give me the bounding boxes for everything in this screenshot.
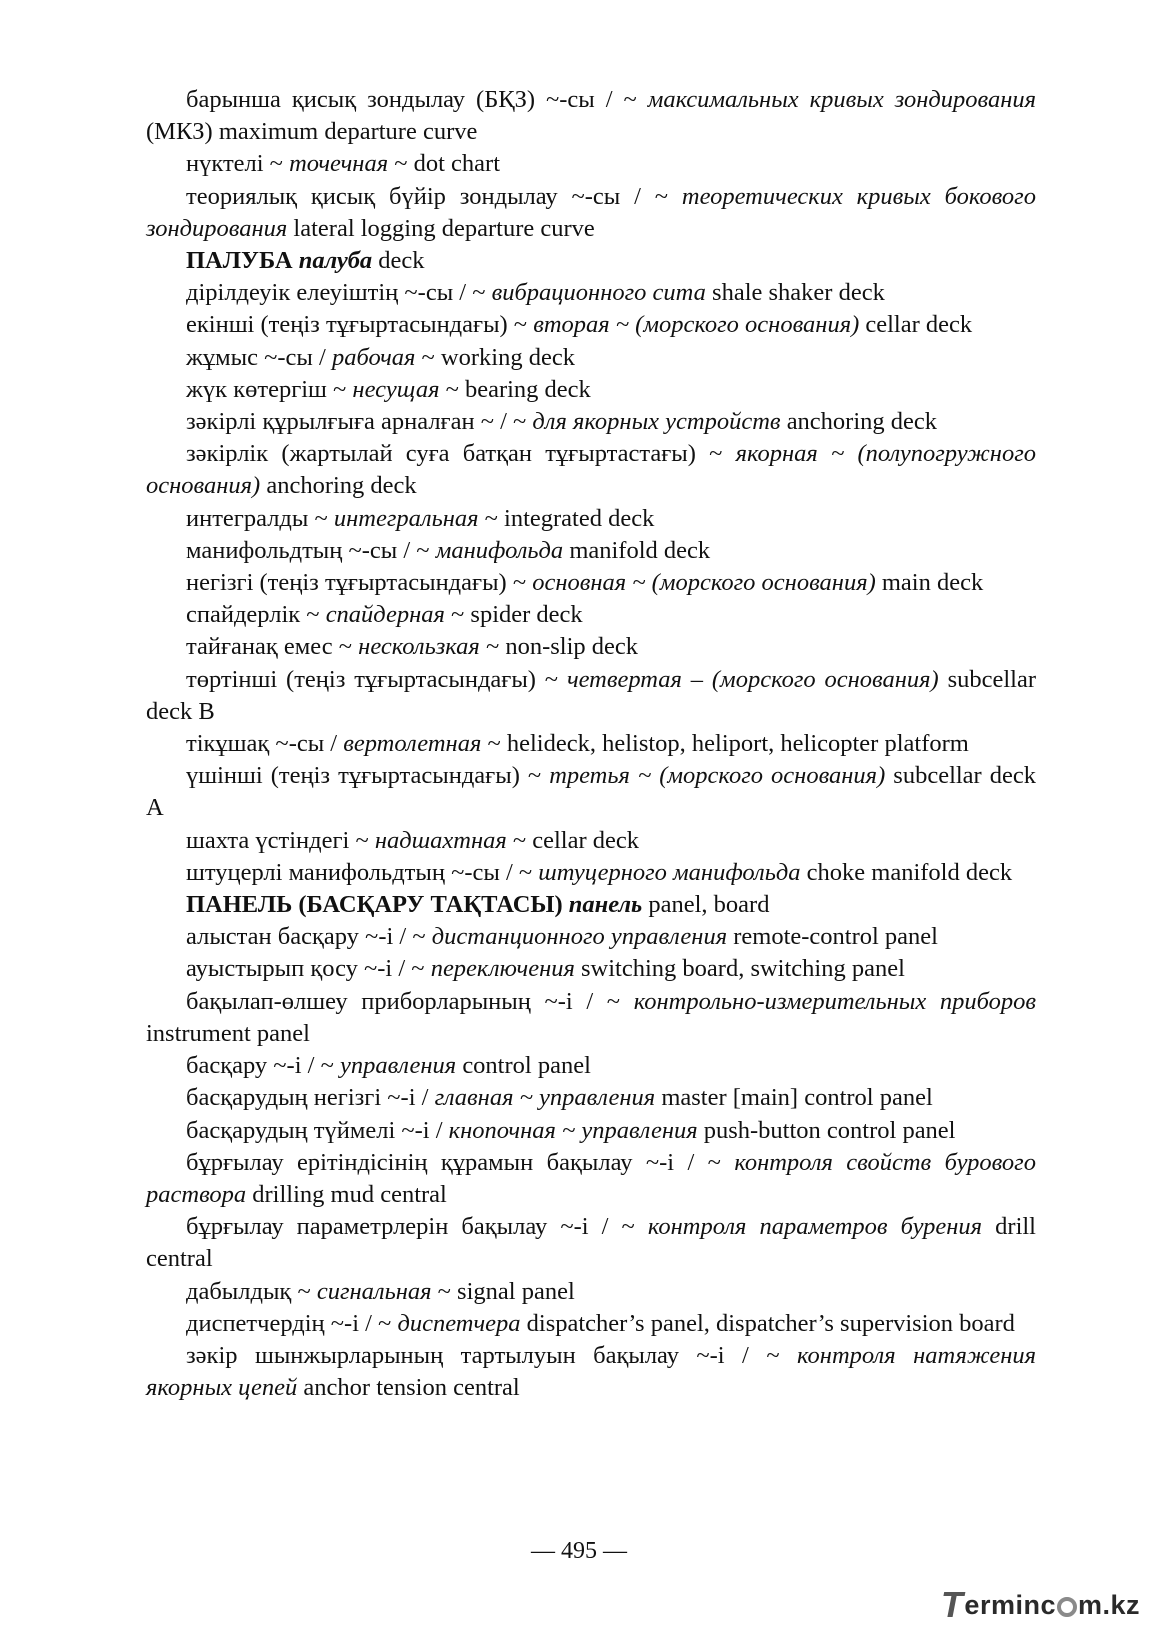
english-term: drill central [146,1213,1036,1273]
kazakh-term: штуцерлі манифольдтың ~-сы / ~ [186,858,539,886]
dictionary-entry [146,1211,1036,1275]
english-term: lateral logging departure curve [287,214,595,242]
dictionary-page [146,84,1036,1404]
russian-term: нескользкая [358,633,480,661]
headword-entry [146,245,1036,277]
russian-term: вертолетная [343,730,482,758]
dictionary-entry [146,953,1036,985]
russian-term: диспетчера [397,1309,521,1337]
kazakh-term: жүк көтергіш ~ [186,375,353,403]
dictionary-entry [146,986,1036,1050]
russian-term: вторая ~ (морского основания) [533,311,860,339]
kazakh-term: тайғанақ емес ~ [186,633,359,661]
headword-russian: панель [568,891,643,919]
english-term: choke manifold deck [800,858,1013,886]
watermark-initial: T [940,1584,964,1625]
english-term: cellar deck [859,311,973,339]
english-term: anchoring deck [780,408,938,436]
watermark-text-part2: m.kz [1077,1589,1140,1620]
english-term: ~ non-slip deck [479,633,638,661]
russian-term: надшахтная [374,826,507,854]
dictionary-entry [146,1147,1036,1211]
russian-term: кнопочная ~ управления [448,1116,698,1144]
dictionary-entry [146,438,1036,502]
kazakh-term: интегралды ~ [186,504,334,532]
dictionary-entry [146,406,1036,438]
kazakh-term: нүктелі ~ [186,150,290,178]
english-term: ~ signal panel [431,1277,575,1305]
dictionary-entry [146,148,1036,180]
dictionary-entry [146,631,1036,663]
dictionary-entry [146,84,1036,148]
kazakh-term: теориялық қисық бүйір зондылау ~-сы / ~ [186,182,682,210]
headword-kazakh: ПАНЕЛЬ (БАСҚАРУ ТАҚТАСЫ) [186,891,569,919]
dictionary-entry [146,760,1036,824]
watermark-ring-icon [1057,1597,1077,1617]
russian-term: теоретических кривых бокового зондирования [146,182,1036,242]
dictionary-entry [146,664,1036,728]
english-term: ~ cellar deck [506,826,640,854]
dictionary-entry [146,181,1036,245]
english-term: ~ helideck, helistop, heliport, helicopter platform [481,730,969,758]
dictionary-entry [146,1276,1036,1308]
russian-term: интегральная [333,504,479,532]
english-term: subcellar deck A [146,762,1037,822]
kazakh-term: басқару ~-і / ~ [186,1052,340,1080]
kazakh-term: екінші (теңіз тұғыртасындағы) ~ [186,311,534,339]
english-term: push-button control panel [697,1116,956,1144]
dictionary-entry [146,857,1036,889]
dictionary-entry [146,374,1036,406]
russian-term: четвертая – (морского основания) [566,665,939,693]
headword-kazakh: ПАЛУБА [186,247,299,275]
kazakh-term: спайдерлік ~ [186,601,326,629]
kazakh-term: шахта үстіндегі ~ [186,826,375,854]
russian-term: манифольда [435,536,564,564]
kazakh-term: диспетчердің ~-і / ~ [186,1309,398,1337]
dictionary-entry [146,1340,1036,1404]
english-term: instrument panel [146,1019,310,1047]
kazakh-term: жұмыс ~-сы / [186,343,332,371]
english-term: ~ bearing deck [439,375,591,403]
english-term: anchor tension central [297,1374,520,1402]
english-term: master [main] control panel [655,1084,933,1112]
russian-term: третья ~ (морского основания) [549,762,886,790]
english-term: (МКЗ) maximum departure curve [146,118,478,146]
dictionary-entry [146,728,1036,760]
english-term: remote-control panel [727,923,938,951]
dictionary-entry [146,1082,1036,1114]
dictionary-entry [146,277,1036,309]
kazakh-term: бұрғылау параметрлерін бақылау ~-і / ~ [186,1213,648,1241]
kazakh-term: тікұшақ ~-сы / [186,730,344,758]
english-term: deck [372,247,425,275]
dictionary-entry [146,825,1036,857]
dictionary-entry [146,1115,1036,1147]
english-term: shale shaker deck [705,279,885,307]
kazakh-term: бақылап-өлшеу приборларының ~-і / ~ [186,987,634,1015]
kazakh-term: дабылдық ~ [186,1277,317,1305]
watermark-text-part1: erminc [964,1589,1056,1620]
english-term: manifold deck [563,536,711,564]
english-term: main deck [875,569,984,597]
english-term: panel, board [642,891,770,919]
kazakh-term: төртінші (теңіз тұғыртасындағы) ~ [186,665,567,693]
headword-russian: палуба [298,247,373,275]
russian-term: точечная [289,150,389,178]
dictionary-entry [146,503,1036,535]
kazakh-term: манифольдтың ~-сы / ~ [186,536,436,564]
dictionary-entry [146,921,1036,953]
kazakh-term: зәкірлі құрылғыға арналған ~ / ~ [186,408,533,436]
english-term: ~ working deck [415,343,575,371]
kazakh-term: алыстан басқару ~-і / ~ [186,923,432,951]
kazakh-term: үшінші (теңіз тұғыртасындағы) ~ [186,762,550,790]
russian-term: вибрационного сита [491,279,706,307]
headword-entry [146,889,1036,921]
kazakh-term: бұрғылау ерітіндісінің құрамын бақылау ~-і / ~ [186,1148,735,1176]
english-term: dispatcher’s panel, dispatcher’s supervision board [520,1309,1015,1337]
page-number: — 495 — [531,1538,627,1564]
russian-term: контроля параметров бурения [647,1213,983,1241]
russian-term: дистанционного управления [431,923,728,951]
terminkom-watermark-logo [941,1585,1140,1625]
kazakh-term: зәкірлік (жартылай суға батқан тұғыртастағы) ~ [186,440,736,468]
russian-term: якорная ~ (полупогружного основания) [146,440,1036,500]
russian-term: управления [339,1052,457,1080]
dictionary-entry [146,535,1036,567]
russian-term: максимальных кривых зондирования [647,86,1036,113]
kazakh-term: ауыстырып қосу ~-і / ~ [186,955,431,983]
russian-term: контроля натяжения якорных цепей [146,1341,1036,1402]
dictionary-entry [146,1308,1036,1340]
english-term: drilling mud central [246,1180,447,1208]
kazakh-term: негізгі (теңіз тұғыртасындағы) ~ [186,569,533,597]
english-term: ~ spider deck [444,601,583,629]
russian-term: основная ~ (морского основания) [532,569,876,597]
dictionary-entry [146,342,1036,374]
english-term: switching board, switching panel [574,955,905,983]
kazakh-term: зәкір шынжырларының тартылуын бақылау ~-і / ~ [186,1341,798,1369]
russian-term: главная ~ управления [434,1084,656,1112]
dictionary-entry [146,567,1036,599]
russian-term: сигнальная [316,1277,432,1305]
dictionary-entry [146,599,1036,631]
kazakh-term: дірілдеуік елеуіштің ~-сы / ~ [186,279,492,307]
russian-term: переключения [430,955,575,983]
russian-term: для якорных устройств [532,408,781,436]
dictionary-entry [146,309,1036,341]
english-term: subcellar deck B [146,665,1037,725]
russian-term: спайдерная [325,601,445,629]
english-term: control panel [456,1052,591,1080]
english-term: ~ integrated deck [478,504,655,532]
russian-term: контроля свойств бурового раствора [146,1148,1036,1208]
russian-term: рабочая [331,343,416,371]
dictionary-entry [146,1050,1036,1082]
kazakh-term: барынша қисық зондылау (БҚЗ) ~-сы / ~ [186,86,648,113]
russian-term: контрольно-измерительных приборов [633,987,1037,1015]
kazakh-term: басқарудың түймелі ~-і / [186,1116,449,1144]
english-term: ~ dot chart [388,150,500,178]
kazakh-term: басқарудың негізгі ~-і / [186,1084,435,1112]
russian-term: штуцерного манифольда [538,858,801,886]
russian-term: несущая [352,375,440,403]
english-term: anchoring deck [260,472,417,500]
